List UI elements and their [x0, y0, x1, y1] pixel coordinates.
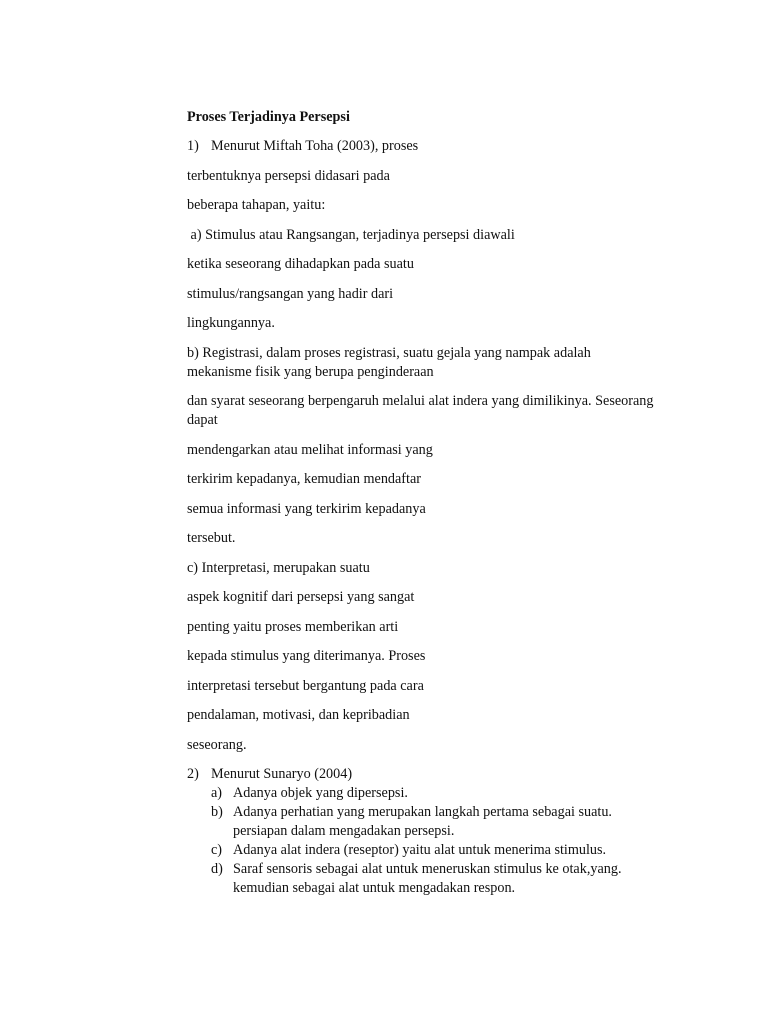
paragraph-line: interpretasi tersebut bergantung pada cara: [187, 677, 424, 694]
section-1-number: 1): [187, 138, 199, 154]
item-b-second-paragraph: dan syarat seseorang berpengaruh melalui alat indera yang dimilikinya. Seseorang dapat: [187, 393, 654, 428]
section-2-list: [187, 784, 657, 898]
item-b-first-paragraph: b) Registrasi, dalam proses registrasi, suatu gejala yang nampak adalah mekanisme fisik yang berupa penginderaan: [187, 344, 591, 380]
document-title: Proses Terjadinya Persepsi: [187, 109, 350, 125]
section-1-heading: [187, 137, 657, 156]
paragraph-line: pendalaman, motivasi, dan kepribadian: [187, 707, 410, 723]
list-item-text: Adanya alat indera (reseptor) yaitu alat untuk menerima stimulus.: [233, 842, 607, 858]
paragraph-line: beberapa tahapan, yaitu:: [187, 197, 326, 213]
list-item-text: Adanya objek yang dipersepsi.: [233, 785, 408, 801]
item-a-first-line: a) Stimulus atau Rangsangan, terjadinya persepsi diawali: [187, 226, 515, 243]
list-item-letter: a): [211, 785, 223, 801]
section-2-heading: [187, 765, 657, 784]
list-item-letter: d): [211, 861, 223, 877]
paragraph-line: ketika seseorang dihadapkan pada suatu: [187, 256, 414, 272]
list-item: [187, 841, 657, 860]
paragraph-line: tersebut.: [187, 530, 236, 546]
paragraph-line: semua informasi yang terkirim kepadanya: [187, 500, 426, 517]
paragraph-line: penting yaitu proses memberikan arti: [187, 618, 399, 635]
paragraph-line: seseorang.: [187, 736, 247, 753]
list-item: [187, 803, 657, 841]
paragraph-line: lingkungannya.: [187, 315, 275, 331]
item-c-first-line: c) Interpretasi, merupakan suatu: [187, 559, 370, 576]
paragraph-line: terbentuknya persepsi didasari pada: [187, 167, 390, 184]
section-2-heading-text: Menurut Sunaryo (2004): [211, 766, 353, 782]
list-item-text: Adanya perhatian yang merupakan langkah pertama sebagai suatu. persiapan dalam mengadakan persepsi.: [233, 804, 612, 839]
list-item-text: Saraf sensoris sebagai alat untuk meneruskan stimulus ke otak,yang. kemudian sebagai alat untuk mengadakan respon.: [233, 861, 622, 896]
paragraph-line: stimulus/rangsangan yang hadir dari: [187, 285, 394, 302]
paragraph-line: aspek kognitif dari persepsi yang sangat: [187, 589, 415, 605]
list-item: [187, 860, 657, 898]
list-item: [187, 784, 657, 803]
paragraph-line: terkirim kepadanya, kemudian mendaftar: [187, 471, 421, 487]
section-2-number: 2): [187, 766, 199, 782]
paragraph-line: kepada stimulus yang diterimanya. Proses: [187, 648, 426, 664]
paragraph-line: mendengarkan atau melihat informasi yang: [187, 441, 433, 458]
list-item-letter: b): [211, 804, 223, 820]
section-1-heading-text: Menurut Miftah Toha (2003), proses: [211, 138, 419, 154]
document-body: [187, 108, 657, 898]
list-item-letter: c): [211, 842, 223, 858]
